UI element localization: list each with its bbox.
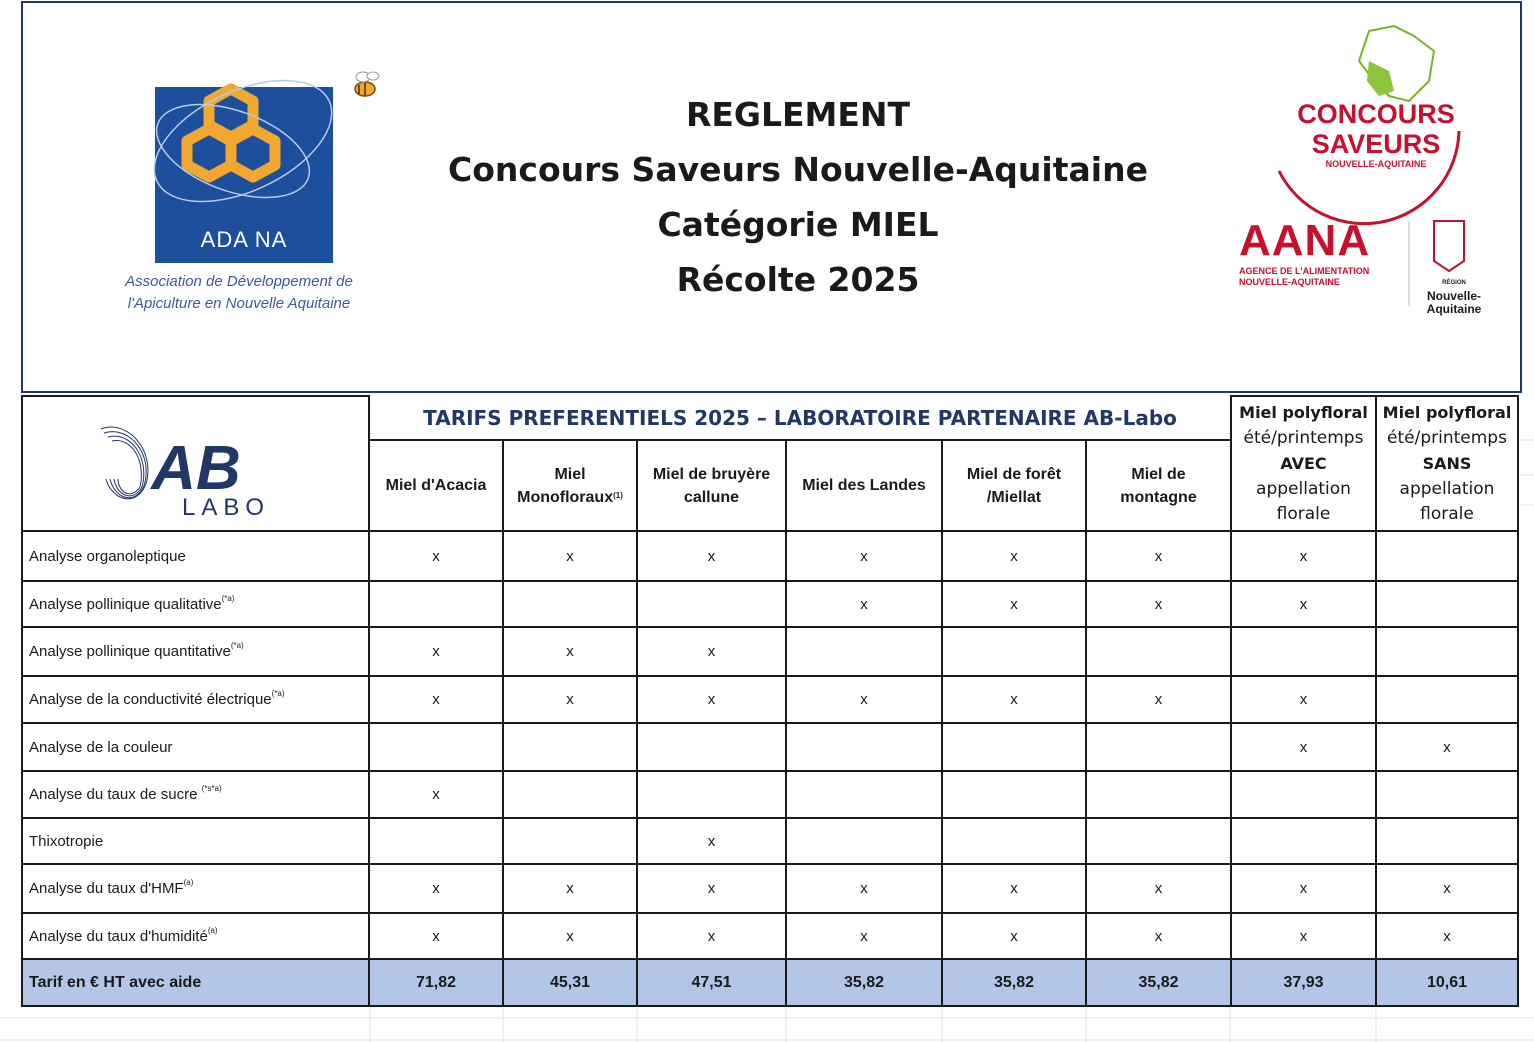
check-mark-cell: x <box>637 627 786 676</box>
empty-cell <box>637 581 786 627</box>
table-row <box>22 818 1518 864</box>
check-mark-cell: x <box>637 676 786 723</box>
page-title <box>353 87 1243 307</box>
tarifs-table <box>21 395 1519 1007</box>
check-mark-cell: x <box>369 627 503 676</box>
check-mark-cell: x <box>1086 864 1231 913</box>
empty-cell <box>503 771 637 818</box>
check-mark-cell: x <box>1086 913 1231 959</box>
tarif-value: 35,82 <box>786 959 942 1006</box>
table-row <box>22 676 1518 723</box>
column-header: Miel Monofloraux$^{(1)}$ <box>503 440 637 531</box>
ablabo-logo <box>86 409 306 519</box>
empty-cell <box>786 771 942 818</box>
tarif-value: 10,61 <box>1376 959 1518 1006</box>
concours-logo-line: SAVEURS <box>1311 129 1441 159</box>
row-label: Analyse de la couleur <box>22 723 369 771</box>
row-label: Analyse du taux d'HMF$^{(a)}$ <box>22 864 369 913</box>
check-mark-cell: x <box>942 581 1086 627</box>
row-label: Analyse du taux d'humidité$^{(a)}$ <box>22 913 369 959</box>
aana-logo-subtitle: AGENCE DE L'ALIMENTATION NOUVELLE-AQUITAINE <box>1239 266 1370 287</box>
check-mark-cell: x <box>503 627 637 676</box>
empty-cell <box>1376 627 1518 676</box>
ablabo-logo-cell <box>22 396 369 531</box>
empty-cell <box>1231 818 1376 864</box>
empty-cell <box>369 581 503 627</box>
tarif-value: 47,51 <box>637 959 786 1006</box>
aana-logo-name: AANA <box>1239 216 1371 265</box>
tarif-value: 35,82 <box>1086 959 1231 1006</box>
empty-cell <box>942 771 1086 818</box>
tarif-value: 71,82 <box>369 959 503 1006</box>
table-row <box>22 581 1518 627</box>
check-mark-cell: x <box>369 771 503 818</box>
check-mark-cell: x <box>1376 913 1518 959</box>
row-label: Analyse de la conductivité électrique$^{(*a)}$ <box>22 676 369 723</box>
check-mark-cell: x <box>1086 531 1231 581</box>
check-mark-cell: x <box>637 818 786 864</box>
check-mark-cell: x <box>637 913 786 959</box>
title-line: REGLEMENT <box>685 95 911 134</box>
empty-cell <box>637 723 786 771</box>
tarif-label: Tarif en € HT avec aide <box>22 959 369 1006</box>
table-row <box>22 864 1518 913</box>
column-header: Miel de bruyère callune <box>637 440 786 531</box>
title-line: Récolte 2025 <box>676 260 920 299</box>
check-mark-cell: x <box>503 864 637 913</box>
header-banner <box>21 1 1522 393</box>
table-title: TARIFS PREFERENTIELS 2025 – LABORATOIRE PARTENAIRE AB-Labo <box>369 396 1231 440</box>
column-header: Miel des Landes <box>786 440 942 531</box>
empty-cell <box>1376 531 1518 581</box>
check-mark-cell: x <box>369 864 503 913</box>
check-mark-cell: x <box>1086 676 1231 723</box>
title-line: Concours Saveurs Nouvelle-Aquitaine <box>448 150 1148 189</box>
table-row <box>22 771 1518 818</box>
column-header: Miel de forêt /Miellat <box>942 440 1086 531</box>
row-label: Analyse du taux de sucre $^{(*s*a)}$ <box>22 771 369 818</box>
table-row <box>22 723 1518 771</box>
empty-cell <box>1086 627 1231 676</box>
tarif-value: 37,93 <box>1231 959 1376 1006</box>
table-row <box>22 913 1518 959</box>
empty-cell <box>786 627 942 676</box>
empty-cell <box>1231 627 1376 676</box>
empty-cell <box>503 723 637 771</box>
empty-cell <box>369 723 503 771</box>
column-header: Miel de montagne <box>1086 440 1231 531</box>
check-mark-cell: x <box>1231 913 1376 959</box>
tarif-value: 35,82 <box>942 959 1086 1006</box>
check-mark-cell: x <box>942 913 1086 959</box>
concours-logo-line: NOUVELLE-AQUITAINE <box>1325 159 1427 169</box>
check-mark-cell: x <box>1086 581 1231 627</box>
empty-cell <box>1231 771 1376 818</box>
empty-cell <box>369 818 503 864</box>
check-mark-cell: x <box>786 676 942 723</box>
check-mark-cell: x <box>1376 864 1518 913</box>
empty-cell <box>1376 818 1518 864</box>
concours-saveurs-logo <box>1219 21 1519 316</box>
tarif-row <box>22 959 1518 1006</box>
check-mark-cell: x <box>1231 864 1376 913</box>
check-mark-cell: x <box>942 676 1086 723</box>
check-mark-cell: x <box>786 581 942 627</box>
check-mark-cell: x <box>637 864 786 913</box>
row-label: Thixotropie <box>22 818 369 864</box>
empty-cell <box>1376 581 1518 627</box>
empty-cell <box>942 627 1086 676</box>
check-mark-cell: x <box>369 531 503 581</box>
check-mark-cell: x <box>1231 723 1376 771</box>
check-mark-cell: x <box>503 913 637 959</box>
svg-text:LABO: LABO <box>181 493 270 519</box>
check-mark-cell: x <box>786 913 942 959</box>
empty-cell <box>942 818 1086 864</box>
adana-logo-subtitle: Association de Développement de l'Apiculture en Nouvelle Aquitaine <box>125 273 353 312</box>
adana-logo-name: ADA NA <box>200 227 288 252</box>
tarifs-table-wrap <box>21 395 1519 1007</box>
empty-cell <box>503 581 637 627</box>
check-mark-cell: x <box>637 531 786 581</box>
region-logo-text: RÉGION Nouvelle- Aquitaine <box>1426 280 1482 316</box>
check-mark-cell: x <box>942 864 1086 913</box>
region-crest-icon <box>1434 221 1464 271</box>
row-label: Analyse pollinique qualitative$^{(*a)}$ <box>22 581 369 627</box>
column-header: Miel d'Acacia <box>369 440 503 531</box>
column-header-poly-sans: Miel polyfloral été/printemps SANS appellation florale <box>1376 396 1518 531</box>
tarif-value: 45,31 <box>503 959 637 1006</box>
empty-cell <box>1086 771 1231 818</box>
title-line: Catégorie MIEL <box>657 205 939 244</box>
empty-cell <box>786 723 942 771</box>
check-mark-cell: x <box>369 676 503 723</box>
row-label: Analyse pollinique quantitative$^{(*a)}$ <box>22 627 369 676</box>
empty-cell <box>1086 818 1231 864</box>
check-mark-cell: x <box>369 913 503 959</box>
check-mark-cell: x <box>1376 723 1518 771</box>
row-label: Analyse organoleptique <box>22 531 369 581</box>
empty-cell <box>503 818 637 864</box>
concours-logo-line: CONCOURS <box>1297 99 1455 129</box>
table-row <box>22 531 1518 581</box>
check-mark-cell: x <box>1231 676 1376 723</box>
check-mark-cell: x <box>786 531 942 581</box>
empty-cell <box>786 818 942 864</box>
empty-cell <box>637 771 786 818</box>
check-mark-cell: x <box>503 676 637 723</box>
empty-cell <box>1376 676 1518 723</box>
empty-cell <box>1376 771 1518 818</box>
svg-text:AB: AB <box>150 433 241 503</box>
empty-cell <box>1086 723 1231 771</box>
column-header-poly-avec: Miel polyfloral été/printemps AVEC appellation florale <box>1231 396 1376 531</box>
check-mark-cell: x <box>503 531 637 581</box>
empty-cell <box>942 723 1086 771</box>
check-mark-cell: x <box>1231 581 1376 627</box>
check-mark-cell: x <box>1231 531 1376 581</box>
check-mark-cell: x <box>942 531 1086 581</box>
table-row <box>22 627 1518 676</box>
adana-logo <box>83 61 383 331</box>
check-mark-cell: x <box>786 864 942 913</box>
